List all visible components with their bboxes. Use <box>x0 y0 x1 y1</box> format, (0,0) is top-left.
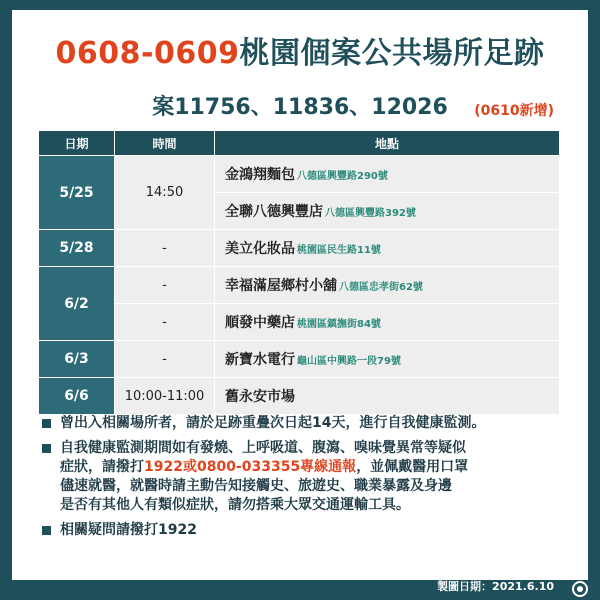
case-numbers: 案11756、11836、12026 <box>152 95 448 120</box>
table-row <box>39 230 560 267</box>
place-address: 龜山區中興路一段79號 <box>297 356 401 367</box>
date-cell: 5/25 <box>39 156 115 230</box>
table-row <box>39 378 560 415</box>
poster-title <box>12 28 588 72</box>
place-address: 八德區興豐路290號 <box>297 171 388 182</box>
notice-line: 自我健康監測期間如有發燒、上呼吸道、腹瀉、嗅味覺異常等疑似 <box>60 440 466 456</box>
place-cell <box>215 304 560 341</box>
notice-line: 是否有其他人有類似症狀，請勿搭乘大眾交通運輸工具。 <box>60 497 410 513</box>
place-name: 幸福滿屋鄉村小舖 <box>225 278 337 294</box>
notice-item <box>40 439 580 515</box>
place-address: 桃園區鎮撫街84號 <box>297 319 381 330</box>
date-cell: 6/6 <box>39 378 115 415</box>
header-date: 日期 <box>39 131 115 156</box>
production-date: 製圖日期：2021.6.10 <box>437 580 554 593</box>
notice-line: 儘速就醫，就醫時請主動告知接觸史、旅遊史、職業暴露及身邊 <box>60 478 452 494</box>
time-cell: - <box>115 267 215 304</box>
place-cell <box>215 193 560 230</box>
place-name: 新寶水電行 <box>225 352 295 368</box>
date-cell: 6/3 <box>39 341 115 378</box>
poster-card <box>12 10 588 580</box>
place-cell <box>215 156 560 193</box>
place-name: 金鴻翔麵包 <box>225 167 295 183</box>
title-main: 桃園個案公共場所足跡 <box>239 36 545 71</box>
title-date-range: 0608-0609 <box>55 36 240 71</box>
notice-list <box>40 414 580 546</box>
hotline-highlight: 1922或0800-033355專線通報 <box>144 459 357 475</box>
table-row <box>39 341 560 378</box>
place-cell <box>215 378 560 415</box>
notice-text: 症狀，請撥打 <box>60 459 144 475</box>
place-address: 八德區忠孝街62號 <box>339 282 423 293</box>
place-address: 桃園區民生路11號 <box>297 245 381 256</box>
place-cell <box>215 267 560 304</box>
place-name: 舊永安市場 <box>225 389 295 405</box>
new-tag: (0610新增) <box>474 103 554 119</box>
place-cell <box>215 230 560 267</box>
city-seal-icon <box>572 581 588 597</box>
table-row <box>39 156 560 193</box>
place-name: 全聯八德興豐店 <box>225 204 323 220</box>
notice-text: ，並佩戴醫用口罩 <box>356 459 469 475</box>
place-name: 順發中藥店 <box>225 315 295 331</box>
time-cell: - <box>115 230 215 267</box>
header-place: 地點 <box>215 131 560 156</box>
time-cell: - <box>115 341 215 378</box>
date-cell: 5/28 <box>39 230 115 267</box>
time-cell: 10:00-11:00 <box>115 378 215 415</box>
notice-text: 相關疑問請撥打1922 <box>60 522 197 538</box>
notice-item <box>40 414 580 433</box>
time-cell: - <box>115 304 215 341</box>
notice-line <box>60 458 580 477</box>
footprint-table <box>38 130 560 415</box>
date-cell: 6/2 <box>39 267 115 341</box>
header-time: 時間 <box>115 131 215 156</box>
place-name: 美立化妝品 <box>225 241 295 257</box>
time-cell: 14:50 <box>115 156 215 230</box>
notice-item <box>40 521 580 540</box>
table-row <box>39 267 560 304</box>
table-header-row <box>39 131 560 156</box>
place-cell <box>215 341 560 378</box>
table-row <box>39 304 560 341</box>
place-address: 八德區興豐路392號 <box>325 208 416 219</box>
notice-text: 曾出入相關場所者，請於足跡重疊次日起14天，進行自我健康監測。 <box>60 415 486 431</box>
